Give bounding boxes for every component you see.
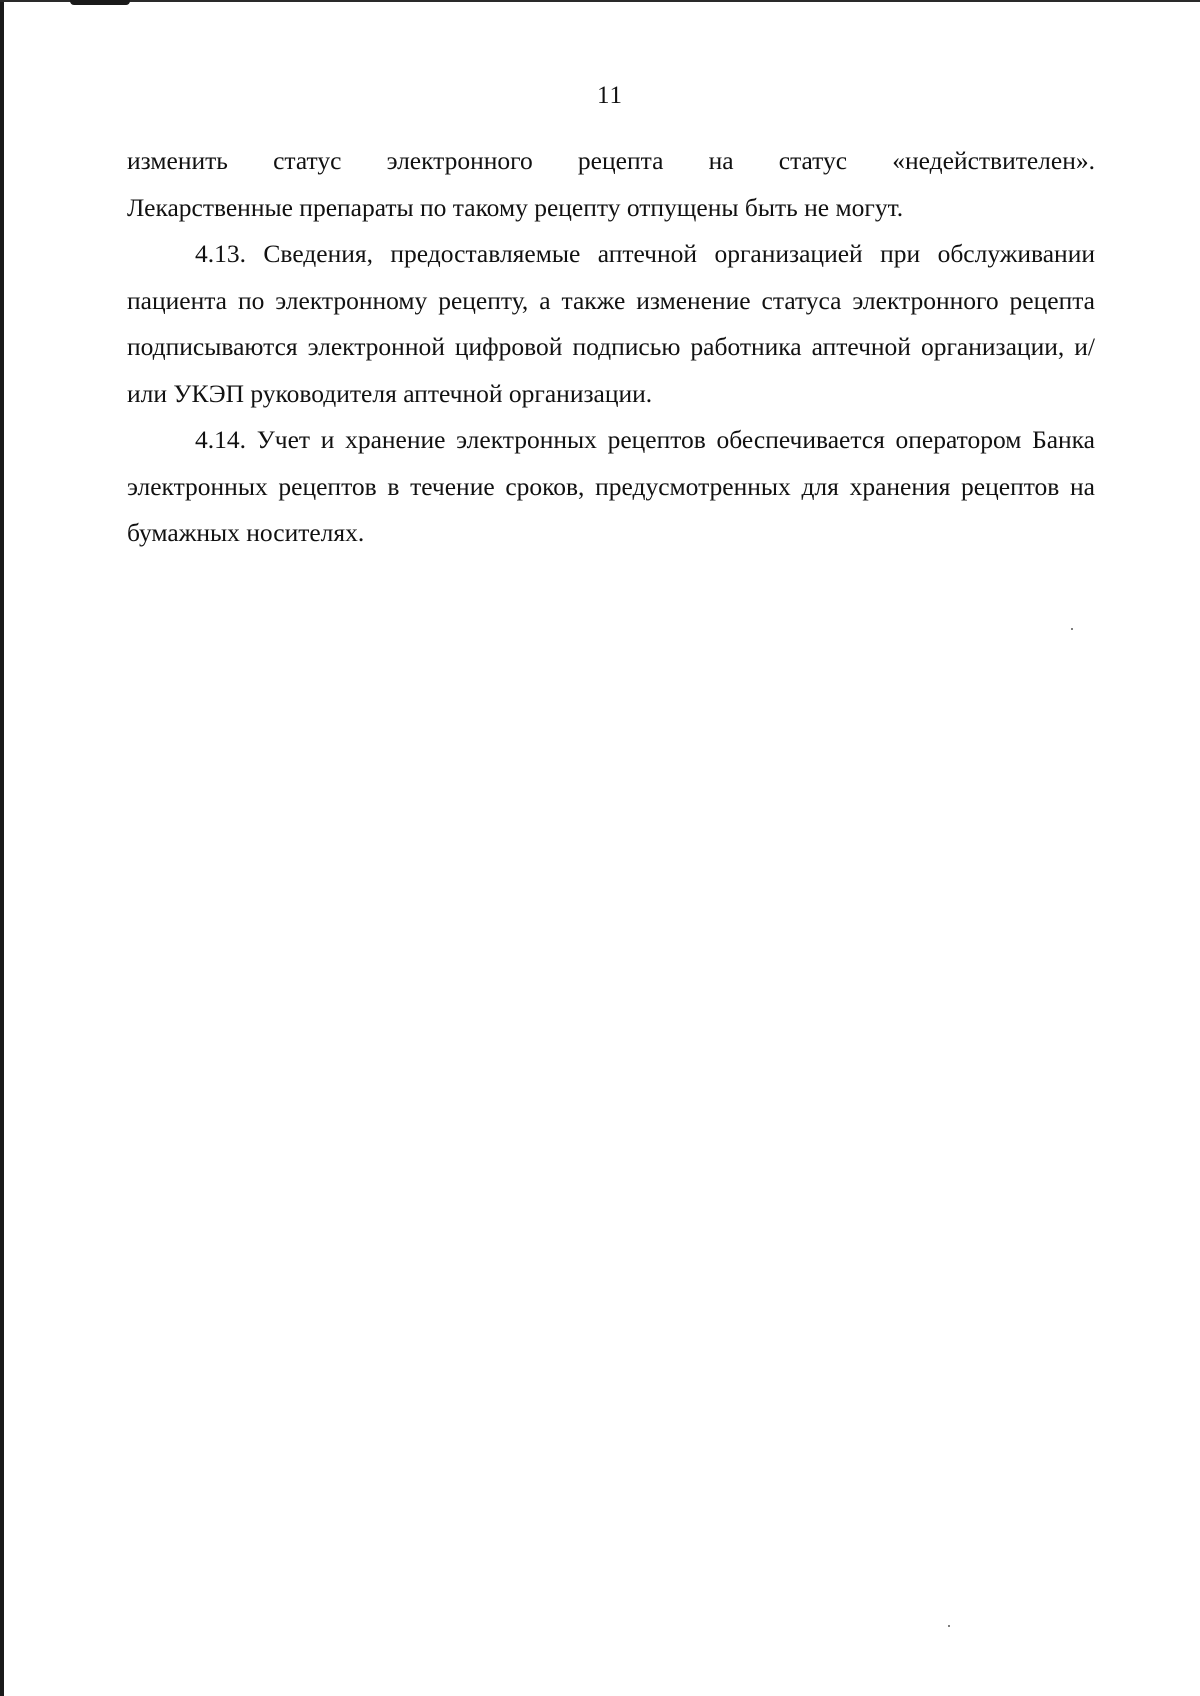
paragraph-rest: Лекарственные препараты по такому рецепту отпущены быть не могут. (127, 192, 904, 222)
paragraph-continuation (127, 138, 1095, 231)
page-number: 11 (596, 82, 624, 109)
scan-speck (948, 1625, 950, 1627)
scan-edge-left (0, 0, 4, 1696)
scan-edge-top (0, 0, 1200, 2)
scan-blot (70, 0, 130, 5)
paragraph-4-13: 4.13. Сведения, предоставляемые аптечной организацией при обслуживании пациента по электронному рецепту, а также изменение статуса электронного рецепта подписываются электронной цифровой подписью работника аптечной организации, и/или УКЭП руководителя аптечной организации. (127, 239, 1095, 408)
paragraph-4-14: 4.14. Учет и хранение электронных рецептов обеспечивается оператором Банка электронных рецептов в течение сроков, предусмотренных для хранения рецептов на бумажных носителях. (127, 425, 1095, 547)
paragraph-first-line: изменить статус электронного рецепта на статус «недействителен». (127, 146, 1095, 175)
scan-speck (1071, 628, 1073, 630)
document-body (127, 138, 1095, 557)
